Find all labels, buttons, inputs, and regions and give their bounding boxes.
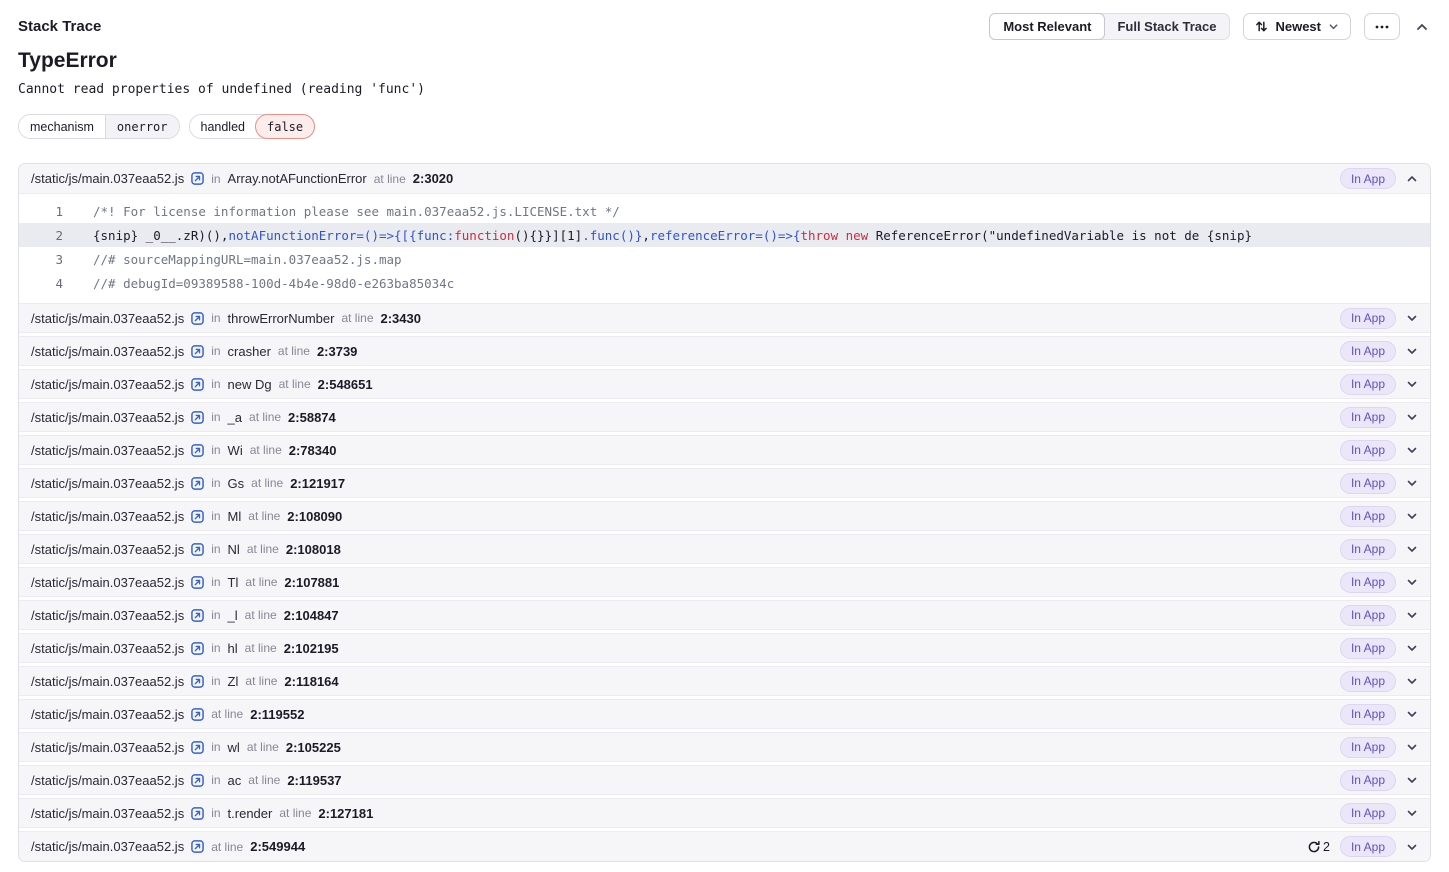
frame-row-right <box>1340 770 1418 791</box>
frame-file-path: /static/js/main.037eaa52.js <box>31 409 185 425</box>
external-link-icon[interactable] <box>191 345 204 358</box>
frame-in-label: in <box>211 674 221 688</box>
frame-at-line-label: at line <box>248 509 281 523</box>
frame-file-path: /static/js/main.037eaa52.js <box>31 574 185 590</box>
frame-file-path: /static/js/main.037eaa52.js <box>31 839 185 854</box>
code-line-number: 3 <box>55 251 63 267</box>
frame-file-path: /static/js/main.037eaa52.js <box>31 310 185 326</box>
in-app-badge: In App <box>1340 407 1396 428</box>
frame-row-right <box>1340 506 1418 527</box>
stack-frame-row[interactable] <box>19 567 1430 597</box>
frame-at-line-label: at line <box>248 773 281 787</box>
external-link-icon[interactable] <box>191 708 204 721</box>
collapse-section-button[interactable] <box>1413 20 1431 34</box>
tag-value-error: false <box>255 114 315 139</box>
frame-chevron-icon[interactable] <box>1406 510 1418 522</box>
frame-row-right <box>1340 638 1418 659</box>
code-line <box>19 247 1430 271</box>
stack-frame <box>19 765 1430 795</box>
stack-frame-row[interactable] <box>19 468 1430 498</box>
frame-in-label: in <box>211 740 221 754</box>
frame-in-label: in <box>211 806 221 820</box>
frame-chevron-icon[interactable] <box>1406 774 1418 786</box>
tag-key: mechanism <box>19 115 105 138</box>
frame-row-right <box>1340 168 1418 189</box>
frame-row-right <box>1340 803 1418 824</box>
stack-frame-row[interactable] <box>19 831 1430 861</box>
frame-in-label: in <box>211 542 221 556</box>
frame-file-path: /static/js/main.037eaa52.js <box>31 739 185 755</box>
stack-frame-row[interactable] <box>19 798 1430 828</box>
frame-chevron-icon[interactable] <box>1406 741 1418 753</box>
frame-at-line-label: at line <box>246 542 279 556</box>
external-link-icon[interactable] <box>191 477 204 490</box>
frame-line-number: 2:104847 <box>283 607 339 623</box>
code-line-number: 4 <box>55 275 63 291</box>
frame-function-name: Gs <box>227 475 245 491</box>
frame-in-label: in <box>211 311 221 325</box>
frame-row-right <box>1340 737 1418 758</box>
frame-function-name: throwErrorNumber <box>227 310 335 326</box>
external-link-icon[interactable] <box>191 543 204 556</box>
stack-frame-row[interactable] <box>19 303 1430 333</box>
sort-dropdown[interactable] <box>1243 13 1351 40</box>
frame-function-name: Zl <box>227 673 239 689</box>
in-app-badge: In App <box>1340 506 1396 527</box>
in-app-badge: In App <box>1340 440 1396 461</box>
frame-row-right <box>1340 308 1418 329</box>
frame-function-name: crasher <box>227 343 271 359</box>
frame-chevron-icon[interactable] <box>1406 312 1418 324</box>
tag-value: onerror <box>105 115 179 138</box>
stack-frame <box>19 501 1430 531</box>
frame-chevron-icon[interactable] <box>1406 807 1418 819</box>
repeat-icon <box>1307 840 1321 854</box>
frame-function-name: Wi <box>227 442 243 458</box>
chevron-down-icon <box>1328 21 1339 32</box>
frame-function-name: Array.notAFunctionError <box>227 171 367 186</box>
frame-row-right <box>1340 374 1418 395</box>
external-link-icon[interactable] <box>191 675 204 688</box>
external-link-icon[interactable] <box>191 774 204 787</box>
frame-at-line-label: at line <box>249 443 282 457</box>
frame-chevron-icon[interactable] <box>1406 576 1418 588</box>
frame-at-line-label: at line <box>244 608 277 622</box>
external-link-icon[interactable] <box>191 444 204 457</box>
frame-file-path: /static/js/main.037eaa52.js <box>31 640 185 656</box>
code-line <box>19 223 1430 247</box>
frame-file-path: /static/js/main.037eaa52.js <box>31 508 185 524</box>
frame-chevron-icon[interactable] <box>1406 675 1418 687</box>
stack-frame-row[interactable] <box>19 633 1430 663</box>
frame-line-number: 2:3430 <box>380 310 421 326</box>
frame-in-label: in <box>211 608 221 622</box>
sort-dropdown-label: Newest <box>1275 19 1321 34</box>
frame-at-line-label: at line <box>373 171 406 186</box>
stack-frame <box>19 164 1430 300</box>
frame-chevron-icon[interactable] <box>1406 411 1418 423</box>
in-app-badge: In App <box>1340 473 1396 494</box>
stack-frame-row[interactable] <box>19 600 1430 630</box>
frame-row-right <box>1340 407 1418 428</box>
ellipsis-icon <box>1374 20 1390 34</box>
frame-at-line-label: at line <box>211 707 244 721</box>
toggle-full-stack-trace[interactable]: Full Stack Trace <box>1117 19 1217 34</box>
stack-frame <box>19 369 1430 399</box>
frame-chevron-icon[interactable] <box>1406 609 1418 621</box>
frame-file-path: /static/js/main.037eaa52.js <box>31 376 185 392</box>
frame-in-label: in <box>211 410 221 424</box>
frame-function-name: t.render <box>227 805 273 821</box>
frame-row-right <box>1340 704 1418 725</box>
in-app-badge: In App <box>1340 341 1396 362</box>
stack-frame-row[interactable] <box>19 666 1430 696</box>
frame-in-label: in <box>211 509 221 523</box>
frame-file-path: /static/js/main.037eaa52.js <box>31 541 185 557</box>
stack-frame <box>19 600 1430 630</box>
frame-function-name: ac <box>227 772 242 788</box>
in-app-badge: In App <box>1340 638 1396 659</box>
frame-chevron-icon[interactable] <box>1406 841 1418 853</box>
frame-chevron-icon[interactable] <box>1406 378 1418 390</box>
frame-line-number: 2:3020 <box>412 171 454 186</box>
frame-in-label: in <box>211 476 221 490</box>
stack-frame <box>19 435 1430 465</box>
code-line-number: 2 <box>55 227 63 243</box>
exception-type: TypeError <box>18 49 117 72</box>
frame-file-path: /static/js/main.037eaa52.js <box>31 805 185 821</box>
more-options-button[interactable] <box>1364 13 1400 40</box>
stack-frame <box>19 633 1430 663</box>
frame-row-right <box>1340 539 1418 560</box>
stack-frame <box>19 699 1430 729</box>
stack-frame-row[interactable] <box>19 369 1430 399</box>
stack-frame <box>19 732 1430 762</box>
header-controls <box>989 13 1431 40</box>
in-app-badge: In App <box>1340 770 1396 791</box>
stack-frame <box>19 666 1430 696</box>
stack-frame <box>19 468 1430 498</box>
stack-frame-row[interactable] <box>19 501 1430 531</box>
frame-at-line-label: at line <box>246 740 279 754</box>
in-app-badge: In App <box>1340 803 1396 824</box>
external-link-icon[interactable] <box>191 411 204 424</box>
external-link-icon[interactable] <box>191 609 204 622</box>
in-app-badge: In App <box>1340 836 1396 857</box>
frame-row-right <box>1340 440 1418 461</box>
code-line-number: 1 <box>55 203 63 219</box>
stack-frame <box>19 534 1430 564</box>
frame-row-right <box>1340 671 1418 692</box>
frame-at-line-label: at line <box>278 377 311 391</box>
external-link-icon[interactable] <box>191 576 204 589</box>
stack-frames-container <box>18 163 1431 862</box>
frame-line-number: 2:78340 <box>288 442 337 458</box>
stack-trace-header <box>18 0 1431 40</box>
frame-line-number: 2:548651 <box>317 376 373 392</box>
frame-line-number: 2:107881 <box>284 574 340 590</box>
stack-frame <box>19 402 1430 432</box>
frame-line-number: 2:119552 <box>250 706 305 722</box>
frame-chevron-icon[interactable] <box>1406 173 1418 185</box>
frame-function-name: Nl <box>227 541 240 557</box>
frame-function-name: Tl <box>227 574 239 590</box>
frame-row-right <box>1340 473 1418 494</box>
stack-frame-row[interactable] <box>19 402 1430 432</box>
in-app-badge: In App <box>1340 539 1396 560</box>
frame-function-name: _a <box>227 409 243 425</box>
stack-frame-row[interactable] <box>19 534 1430 564</box>
in-app-badge: In App <box>1340 671 1396 692</box>
frame-in-label: in <box>211 377 221 391</box>
tag-handled <box>189 114 316 139</box>
tag-mechanism <box>18 114 180 139</box>
tag-key: handled <box>190 115 257 138</box>
frame-function-name: new Dg <box>227 376 272 392</box>
in-app-badge: In App <box>1340 737 1396 758</box>
frame-at-line-label: at line <box>245 674 278 688</box>
frame-at-line-label: at line <box>277 344 310 358</box>
in-app-badge: In App <box>1340 168 1396 189</box>
frame-row-right <box>1307 836 1418 857</box>
frame-file-path: /static/js/main.037eaa52.js <box>31 673 185 689</box>
code-line <box>19 199 1430 223</box>
stack-frame-row[interactable] <box>19 435 1430 465</box>
code-line-content: /*! For license information please see main.037eaa52.js.LICENSE.txt */ <box>93 203 620 219</box>
in-app-badge: In App <box>1340 572 1396 593</box>
stack-frame <box>19 798 1430 828</box>
frame-function-name: Ml <box>227 508 242 524</box>
view-toggle-group <box>989 13 1230 40</box>
in-app-badge: In App <box>1340 374 1396 395</box>
frame-chevron-icon[interactable] <box>1406 708 1418 720</box>
stack-frame-row[interactable] <box>19 164 1430 194</box>
frame-line-number: 2:108018 <box>285 541 341 557</box>
external-link-icon[interactable] <box>191 642 204 655</box>
frame-at-line-label: at line <box>211 839 244 854</box>
code-line <box>19 271 1430 295</box>
frame-file-path: /static/js/main.037eaa52.js <box>31 772 185 788</box>
stack-frame <box>19 567 1430 597</box>
frame-function-name: wl <box>227 739 240 755</box>
tags-row <box>18 114 1431 139</box>
source-code-context <box>19 194 1430 300</box>
frame-line-number: 2:108090 <box>287 508 343 524</box>
frame-chevron-icon[interactable] <box>1406 543 1418 555</box>
frame-line-number: 2:102195 <box>283 640 339 656</box>
frame-at-line-label: at line <box>249 410 282 424</box>
frame-line-number: 2:118164 <box>284 673 339 689</box>
external-link-icon[interactable] <box>191 510 204 523</box>
frame-chevron-icon[interactable] <box>1406 642 1418 654</box>
stack-frame-row[interactable] <box>19 732 1430 762</box>
in-app-badge: In App <box>1340 605 1396 626</box>
stack-frame <box>19 336 1430 366</box>
frame-file-path: /static/js/main.037eaa52.js <box>31 442 185 458</box>
frame-line-number: 2:127181 <box>318 805 374 821</box>
frame-file-path: /static/js/main.037eaa52.js <box>31 475 185 491</box>
frame-line-number: 2:121917 <box>290 475 346 491</box>
frame-row-right <box>1340 572 1418 593</box>
frame-file-path: /static/js/main.037eaa52.js <box>31 171 185 186</box>
stack-frame-row[interactable] <box>19 336 1430 366</box>
external-link-icon[interactable] <box>191 840 204 853</box>
frame-in-label: in <box>211 773 221 787</box>
external-link-icon[interactable] <box>191 378 204 391</box>
external-link-icon[interactable] <box>191 172 204 185</box>
frame-at-line-label: at line <box>245 575 278 589</box>
frame-chevron-icon[interactable] <box>1406 345 1418 357</box>
frame-repeat-count: 2 <box>1323 839 1330 854</box>
code-line-content: {snip} _0__.zR)(),notAFunctionError=()=>{[{func:function(){}}][1].func()},referenceError=()=>{throw new ReferenceError("undefinedVariable is not de {snip} <box>93 227 1253 243</box>
external-link-icon[interactable] <box>191 312 204 325</box>
stack-frame-row[interactable] <box>19 699 1430 729</box>
frame-row-right <box>1340 341 1418 362</box>
frame-repeats <box>1307 840 1330 854</box>
frame-at-line-label: at line <box>279 806 312 820</box>
stack-frame <box>19 831 1430 861</box>
frame-function-name: hl <box>227 640 238 656</box>
frame-line-number: 2:105225 <box>285 739 341 755</box>
frame-file-path: /static/js/main.037eaa52.js <box>31 607 185 623</box>
frame-line-number: 2:3739 <box>316 343 358 359</box>
frame-chevron-icon[interactable] <box>1406 477 1418 489</box>
frame-in-label: in <box>211 171 221 186</box>
stack-frame-list <box>19 164 1430 861</box>
frame-function-name: _l <box>227 607 238 623</box>
code-line-content: //# sourceMappingURL=main.037eaa52.js.map <box>93 251 402 267</box>
frame-in-label: in <box>211 641 221 655</box>
frame-line-number: 2:119537 <box>287 772 342 788</box>
external-link-icon[interactable] <box>191 807 204 820</box>
stack-frame <box>19 303 1430 333</box>
exception-message: Cannot read properties of undefined (reading 'func') <box>18 82 425 97</box>
sort-arrows-icon <box>1255 20 1268 33</box>
frame-file-path: /static/js/main.037eaa52.js <box>31 343 185 359</box>
frame-row-right <box>1340 605 1418 626</box>
frame-in-label: in <box>211 575 221 589</box>
stack-frame-row[interactable] <box>19 765 1430 795</box>
frame-at-line-label: at line <box>341 311 374 325</box>
chevron-up-icon <box>1415 20 1429 34</box>
frame-chevron-icon[interactable] <box>1406 444 1418 456</box>
frame-line-number: 2:58874 <box>288 409 336 425</box>
code-line-content: //# debugId=09389588-100d-4b4e-98d0-e263ba85034c <box>93 275 455 291</box>
in-app-badge: In App <box>1340 704 1396 725</box>
in-app-badge: In App <box>1340 308 1396 329</box>
external-link-icon[interactable] <box>191 741 204 754</box>
toggle-most-relevant[interactable]: Most Relevant <box>989 13 1105 40</box>
frame-file-path: /static/js/main.037eaa52.js <box>31 706 185 722</box>
frame-at-line-label: at line <box>251 476 284 490</box>
section-title: Stack Trace <box>18 18 102 35</box>
frame-line-number: 2:549944 <box>250 839 306 854</box>
frame-at-line-label: at line <box>244 641 277 655</box>
frame-in-label: in <box>211 344 221 358</box>
frame-in-label: in <box>211 443 221 457</box>
